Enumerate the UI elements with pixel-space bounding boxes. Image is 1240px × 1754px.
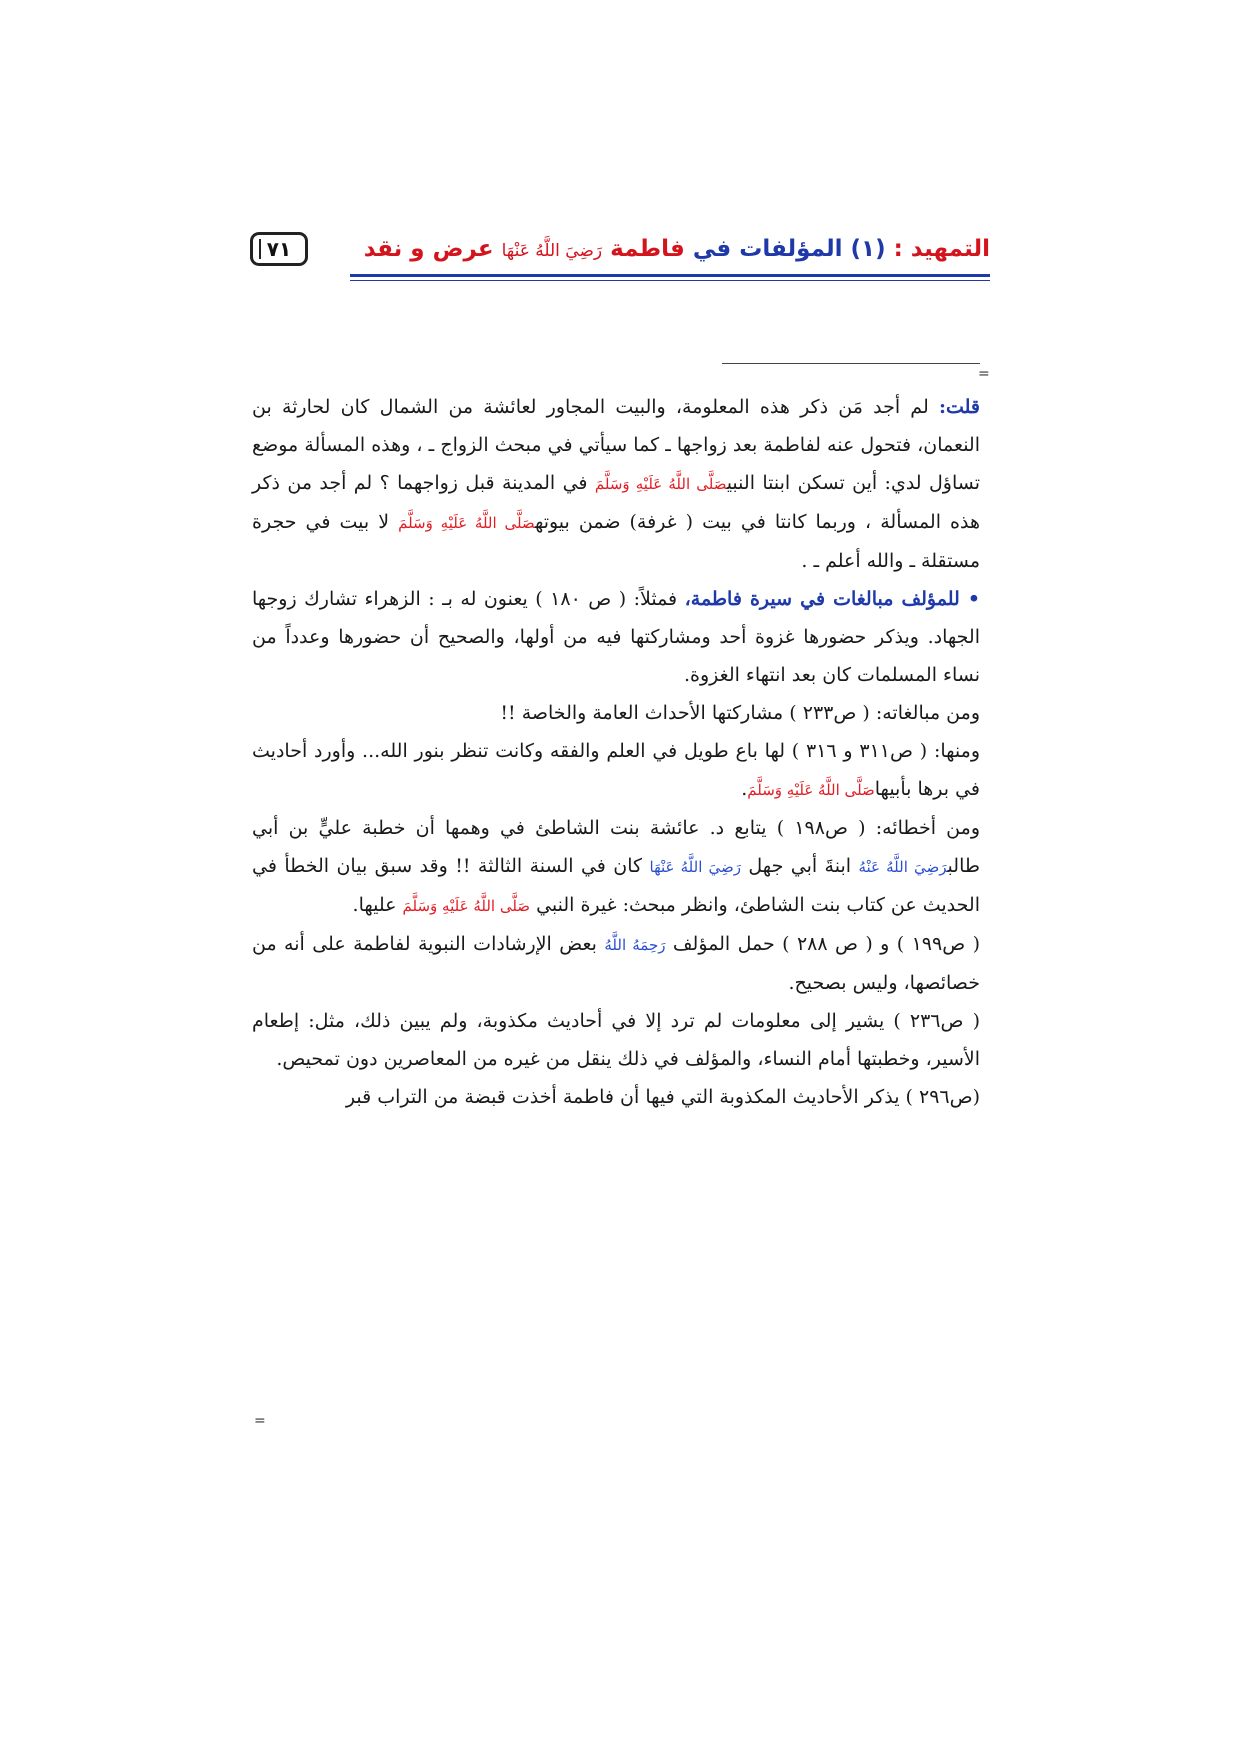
paragraph-qult [252, 388, 980, 580]
page-header [250, 230, 990, 286]
footnote-continuation-mark-bottom: = [254, 1413, 266, 1429]
honorific-red: صَلَّى اللَّهُ عَلَيْهِ وَسَلَّمَ [747, 781, 875, 799]
paragraph-exaggerations [252, 580, 980, 694]
paragraph-text: فمثلاً: ( ص ١٨٠ ) يعنون له بـ : الزهراء تشارك زوجها الجهاد. ويذكر حضورها غزوة أحد ومشاركتها فيه من أولها، والصحيح أن حضورها وعدداً من نساء المسلمات كان بعد انتهاء الغزوة. [252, 588, 980, 686]
paragraph-text: لم أجد مَن ذكر هذه المعلومة، والبيت المجاور لعائشة من الشمال كان لحارثة بن النعمان، فتحول عنه لفاطمة بعد زواجها ـ كما سيأتي في مبحث الزواج ـ ، وهذه المسألة موضع تساؤل لدي: أين تسكن ابنتا النبي [252, 396, 980, 494]
footnote-separator [722, 363, 980, 364]
paragraph-errors-198 [252, 809, 980, 925]
paragraph-text: لا بيت في حجرة مستقلة ـ والله أعلم ـ . [252, 511, 980, 572]
header-honorific: رَضِيَ اللَّهُ عَنْهَا [501, 241, 603, 261]
header-title-section: (١) المؤلفات في [692, 236, 886, 262]
paragraph-text: كان في السنة الثالثة !! وقد سبق بيان الخطأ في الحديث عن كتاب بنت الشاطئ، وانظر مبحث: غيرة النبي [252, 855, 980, 916]
paragraph-text: ( ص١٩٩ ) و ( ص ٢٨٨ ) حمل المؤلف [665, 933, 980, 955]
header-title-suffix: عرض و نقد [363, 236, 502, 262]
paragraph-text: . [741, 778, 748, 800]
footnote-continuation-mark-top: = [978, 366, 990, 382]
paragraph-exaggeration-233 [252, 694, 980, 732]
paragraph-296 [252, 1078, 980, 1116]
paragraph-text: في المدينة قبل زواجهما ؟ لم أجد من ذكر هذه المسألة ، وربما كانتا في بيت ( غرفة) ضمن بيوته [252, 472, 980, 533]
paragraph-text: عليها. [352, 894, 403, 916]
paragraph-text: (ص٢٩٦ ) يذكر الأحاديث المكذوبة التي فيها أن فاطمة أخذت قبضة من التراب قبر [345, 1086, 980, 1108]
paragraph-text: ومن مبالغاته: ( ص٢٣٣ ) مشاركتها الأحداث العامة والخاصة !! [500, 702, 980, 724]
paragraph-236 [252, 1002, 980, 1078]
header-rule-thin [350, 280, 990, 281]
bullet-heading: • للمؤلف مبالغات في سيرة فاطمة، [684, 588, 980, 610]
header-title-prefix: التمهيد : [885, 236, 990, 262]
paragraph-text: ومنها: ( ص٣١١ و ٣١٦ ) لها باع طويل في العلم والفقه وكانت تنظر بنور الله... وأورد أحاديث في برها بأبيها [252, 740, 980, 800]
page-number: ٧١ [266, 237, 292, 261]
header-title [364, 236, 990, 262]
honorific-blue: رَحِمَهُ اللَّهُ [604, 936, 666, 954]
paragraph-199-288 [252, 925, 980, 1002]
honorific-red: صَلَّى اللَّهُ عَلَيْهِ وَسَلَّمَ [594, 475, 727, 493]
honorific-red: صَلَّى اللَّهُ عَلَيْهِ وَسَلَّمَ [398, 514, 535, 532]
paragraph-text: بعض الإرشادات النبوية لفاطمة على أنه من خصائصها، وليس بصحيح. [252, 933, 980, 994]
header-rule-thick [350, 274, 990, 277]
honorific-blue: رَضِيَ اللَّهُ عَنْهَا [649, 858, 741, 876]
paragraph-text: ومن أخطائه: ( ص١٩٨ ) يتابع د. عائشة بنت الشاطئ في وهمها أن خطبة عليٍّ بن أبي طالب [252, 817, 980, 877]
footnote-body [252, 388, 980, 1116]
paragraph-text: ( ص٢٣٦ ) يشير إلى معلومات لم ترد إلا في أحاديث مكذوبة، ولم يبين ذلك، مثل: إطعام الأسير، وخطبتها أمام النساء، والمؤلف في ذلك ينقل من غيره من المعاصرين دون تمحيص. [252, 1010, 980, 1070]
paragraph-311 [252, 732, 980, 809]
header-title-name: فاطمة [602, 236, 693, 262]
honorific-blue: رَضِيَ اللَّهُ عَنْهُ [858, 858, 948, 876]
paragraph-text: ابنةَ أبي جهل [741, 855, 859, 877]
honorific-red: صَلَّى اللَّهُ عَلَيْهِ وَسَلَّمَ [402, 897, 531, 915]
lead-label: قلت: [938, 396, 980, 418]
page-number-box [250, 232, 308, 266]
